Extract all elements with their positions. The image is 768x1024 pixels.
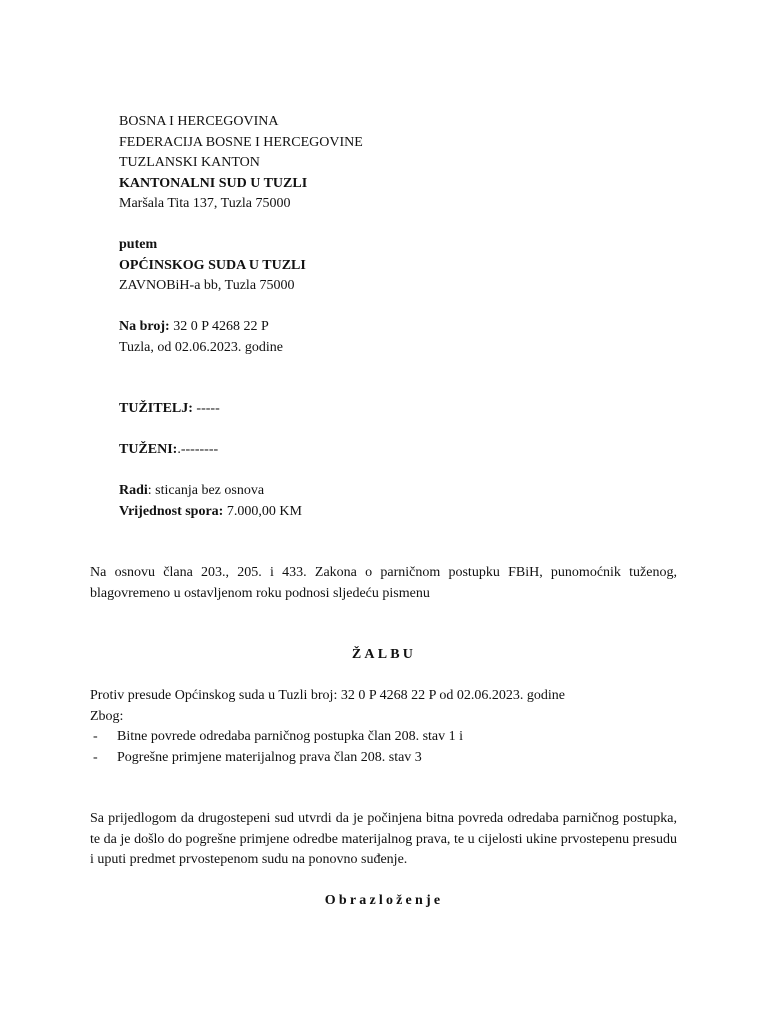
reasons-list (90, 727, 463, 768)
intro-paragraph: Na osnovu člana 203., 205. i 433. Zakona o parničnom postupku FBiH, punomoćnik tuženog, blagovremeno u ostavljenom roku podnosi sljedeću pismenu (90, 565, 677, 601)
section-title: Obrazloženje (324, 893, 444, 908)
court-name: KANTONALNI SUD U TUZLI (119, 175, 308, 191)
reference-label: Na broj: (119, 319, 170, 334)
bullet-marker: - (93, 729, 98, 744)
reference-number: 32 0 P 4268 22 P (169, 319, 269, 334)
entity-line: FEDERACIJA BOSNE I HERCEGOVINE (119, 134, 363, 150)
plaintiff-block (119, 399, 220, 420)
proposal-paragraph: Sa prijedlogom da drugostepeni sud utvrdi da je počinjena bitna povreda odredaba parničnog postupka, te da je došlo do pogrešne primjene odredbe materijalnog prava, te u cijelosti ukine prvostepenu presudu i uputi predmet prvostepenom sudu na ponovno suđenje. (90, 811, 677, 867)
defendant-label: TUŽENI: (119, 442, 178, 457)
dispute-value-line (119, 502, 302, 523)
reason-text: Pogrešne primjene materijalnog prava član 208. stav 3 (117, 749, 422, 765)
plaintiff-label: TUŽITELJ: (119, 401, 193, 416)
reasons-label: Zbog: (90, 708, 124, 724)
defendant-value: .-------- (177, 442, 219, 457)
addressee-block (119, 112, 363, 215)
country-line: BOSNA I HERCEGOVINA (119, 114, 279, 129)
reason-text: Bitne povrede odredaba parničnog postupka član 208. stav 1 i (117, 729, 464, 744)
defendant-block (119, 440, 218, 461)
defendant-line (119, 440, 218, 461)
subject-line (119, 481, 302, 502)
place-date-line: Tuzla, od 02.06.2023. godine (119, 339, 283, 355)
list-item (90, 748, 463, 769)
document-title: ŽALBU (351, 647, 417, 662)
case-details-block (119, 481, 302, 522)
appeal-against-line: Protiv presude Općinskog suda u Tuzli broj: 32 0 P 4268 22 P od 02.06.2023. godine (90, 688, 565, 703)
plaintiff-line (119, 399, 220, 420)
appeal-block (90, 686, 677, 727)
list-item (90, 727, 463, 748)
via-court-name: OPĆINSKOG SUDA U TUZLI (119, 257, 306, 273)
via-court-address: ZAVNOBiH-a bb, Tuzla 75000 (119, 278, 295, 293)
via-label: putem (119, 237, 158, 252)
plaintiff-value: ----- (192, 401, 220, 416)
subject-label: Radi (119, 483, 148, 498)
court-address: Maršala Tita 137, Tuzla 75000 (119, 196, 291, 211)
via-block (119, 235, 306, 297)
canton-line: TUZLANSKI KANTON (119, 155, 260, 170)
reference-block (119, 317, 283, 358)
dispute-value-label: Vrijednost spora: (119, 503, 224, 519)
subject-value: : sticanja bez osnova (147, 483, 265, 498)
reference-number-line (119, 317, 283, 338)
bullet-marker: - (93, 749, 98, 765)
dispute-value-amount: 7.000,00 KM (223, 503, 302, 519)
